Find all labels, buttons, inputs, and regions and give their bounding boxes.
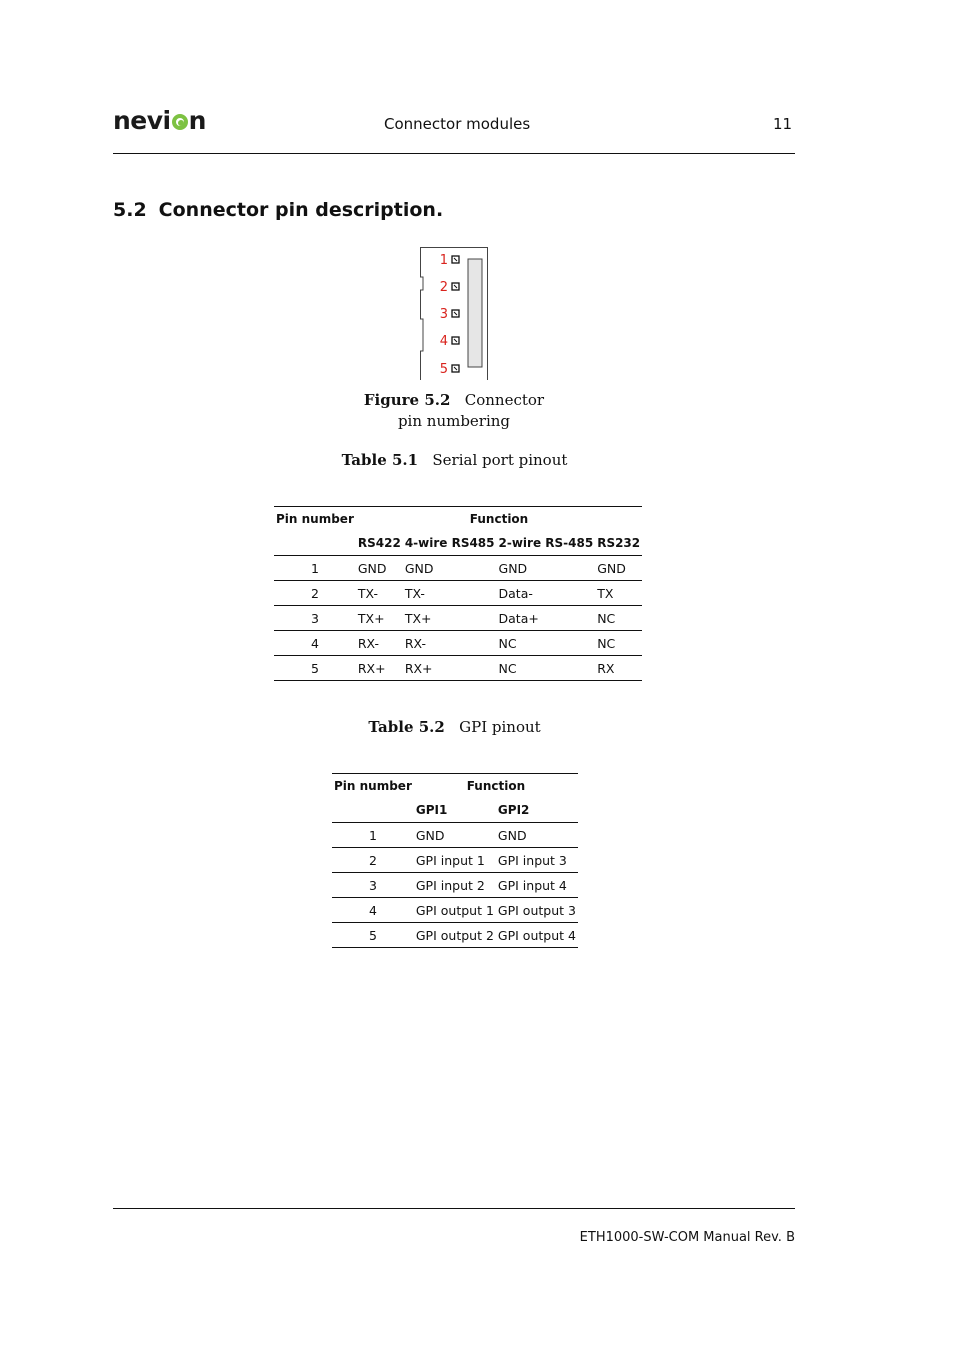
header-rule [113, 153, 795, 154]
function-cell: GND [498, 560, 528, 576]
table-row [274, 606, 642, 631]
function-cell: GND [597, 560, 626, 576]
section-number: 5.2 [113, 199, 147, 221]
pin-number-cell: 4 [310, 635, 319, 651]
nevion-logo: nevi n [113, 106, 206, 135]
function-cell: RX- [357, 635, 380, 651]
function-cell: NC [498, 660, 517, 676]
pin-number-label: 4 [439, 334, 448, 349]
figure-label: Figure 5.2 [363, 391, 451, 409]
table2-caption [332, 718, 577, 736]
table-row [332, 923, 578, 948]
table1-col-rs422: RS422 [357, 536, 401, 550]
connector-terminal-block [468, 259, 482, 367]
pin-number-cell: 2 [368, 852, 377, 868]
gpi-pinout-table [332, 773, 578, 948]
connector-diagram [420, 247, 488, 380]
pin-number-cell: 3 [368, 877, 377, 893]
pin-number-cell: 5 [368, 927, 377, 943]
function-cell: GPI input 3 [497, 852, 567, 868]
pin-number-cell: 1 [368, 827, 377, 843]
pin-number-cell: 4 [368, 902, 377, 918]
table-row [332, 873, 578, 898]
table-row [274, 631, 642, 656]
table1-header-function: Function [469, 512, 529, 526]
function-cell: GPI output 3 [497, 902, 576, 918]
table1-caption [274, 451, 635, 469]
function-cell: GND [357, 560, 387, 576]
function-cell: NC [498, 635, 517, 651]
function-cell: RX- [404, 635, 426, 651]
function-cell: TX+ [357, 610, 385, 626]
function-cell: GPI output 4 [497, 927, 576, 943]
table1-header-pin: Pin number [276, 512, 354, 526]
table-row [274, 581, 642, 606]
table-row [332, 848, 578, 873]
function-cell: TX [597, 585, 614, 601]
pin-number-label: 1 [439, 253, 448, 268]
page-number: 11 [773, 115, 793, 133]
function-cell: NC [597, 635, 616, 651]
table2-label: Table 5.2 [368, 718, 445, 736]
function-cell: RX [597, 660, 615, 676]
function-cell: TX- [357, 585, 378, 601]
table-row [332, 898, 578, 923]
function-cell: RX+ [404, 660, 433, 676]
table2-header-function: Function [466, 779, 526, 793]
table2-header-spacer [332, 798, 414, 823]
running-header-title: Connector modules [384, 115, 531, 133]
table2-col-gpi2: GPI2 [497, 803, 530, 817]
pin-number-cell: 5 [310, 660, 319, 676]
table1-col-rs485-4wire: 4-wire RS485 [404, 536, 495, 550]
logo-o-icon [172, 114, 188, 130]
figure-caption [340, 390, 568, 432]
table2-caption-text: GPI pinout [459, 718, 541, 736]
table2-header-pin: Pin number [334, 779, 412, 793]
function-cell: Data+ [498, 610, 539, 626]
function-cell: GPI output 2 [415, 927, 494, 943]
function-cell: GND [404, 560, 434, 576]
function-cell: GPI input 2 [415, 877, 485, 893]
figure-caption-line1: Connector [464, 391, 545, 409]
section-title: Connector pin description. [158, 199, 444, 221]
table1-col-rs485-2wire: 2-wire RS-485 [498, 536, 594, 550]
table-row [332, 823, 578, 848]
pin-number-cell: 1 [310, 560, 319, 576]
footer-rule [113, 1208, 795, 1209]
figure-caption-line2: pin numbering [397, 412, 511, 430]
pin-number-label: 5 [439, 362, 448, 377]
function-cell: TX+ [404, 610, 432, 626]
table1-caption-text: Serial port pinout [432, 451, 568, 469]
function-cell: GPI output 1 [415, 902, 494, 918]
function-cell: Data- [498, 585, 533, 601]
function-cell: RX+ [357, 660, 386, 676]
table2-col-gpi1: GPI1 [415, 803, 448, 817]
function-cell: NC [597, 610, 616, 626]
table1-col-rs232: RS232 [597, 536, 641, 550]
function-cell: GPI input 4 [497, 877, 567, 893]
pin-number-cell: 2 [310, 585, 319, 601]
table-row [274, 656, 642, 681]
function-cell: GND [415, 827, 445, 843]
function-cell: GPI input 1 [415, 852, 485, 868]
pin-number-cell: 3 [310, 610, 319, 626]
table-row [274, 556, 642, 581]
section-heading [113, 199, 443, 221]
table1-header-spacer [274, 531, 356, 556]
footer-manual-id: ETH1000-SW-COM Manual Rev. B [579, 1230, 795, 1245]
function-cell: GND [497, 827, 527, 843]
pin-number-label: 3 [439, 307, 448, 322]
serial-pinout-table [274, 506, 642, 681]
table1-label: Table 5.1 [341, 451, 419, 469]
function-cell: TX- [404, 585, 425, 601]
pin-number-label: 2 [439, 280, 448, 295]
